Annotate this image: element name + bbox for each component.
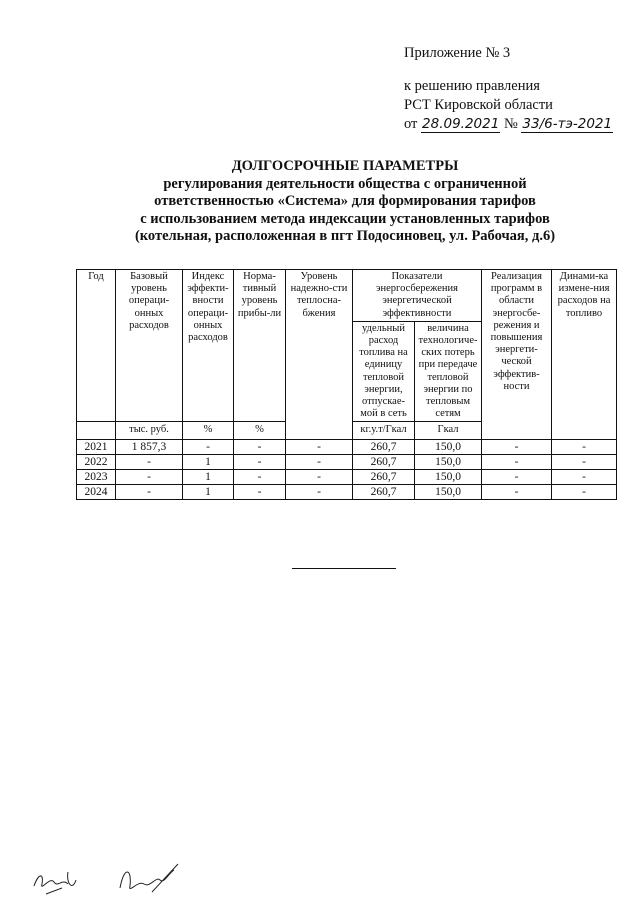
row-reliability: - [286,439,353,454]
appendix-line-1: к решению правления [404,78,540,94]
row-reliability: - [286,469,353,484]
row-programs: - [482,454,552,469]
decision-number: 33/6-тэ-2021 [522,116,613,132]
closing-divider [292,568,396,569]
unit-base: тыс. руб. [116,422,183,439]
row-fuel: 260,7 [353,454,415,469]
header-year: Год [77,270,116,422]
row-year: 2022 [77,454,116,469]
row-profit: - [234,454,286,469]
unit-losses: Гкал [415,422,482,439]
row-base: - [116,454,183,469]
table-row [77,454,617,469]
appendix-number: Приложение № 3 [404,45,511,61]
number-prefix: № [503,116,518,132]
row-programs: - [482,484,552,499]
header-dynamics: Динами-ка измене-ния расходов на топливо [552,270,617,440]
header-fuel: удельный расход топлива на единицу тепловой энергии, отпускае-мой в сеть [353,321,415,422]
row-fuel: 260,7 [353,484,415,499]
decision-date: 28.09.2021 [422,116,500,132]
from-prefix: от [404,116,418,132]
header-index: Индекс эффекти-вности операци-онных расходов [183,270,234,422]
unit-index: % [183,422,234,439]
row-index: 1 [183,484,234,499]
appendix-line-2: РСТ Кировской области [404,97,553,113]
signature-stroke-1 [34,872,76,894]
row-losses: 150,0 [415,469,482,484]
row-profit: - [234,484,286,499]
row-programs: - [482,469,552,484]
row-index: 1 [183,454,234,469]
row-profit: - [234,439,286,454]
header-profit: Норма-тивный уровень прибы-ли [234,270,286,422]
parameters-table [76,269,617,500]
row-dynamics: - [552,469,617,484]
unit-fuel: кг.у.т/Гкал [353,422,415,439]
document-title [60,158,630,246]
row-losses: 150,0 [415,439,482,454]
header-losses: величина технологиче-ских потерь при передаче тепловой энергии по тепловым сетям [415,321,482,422]
row-index: 1 [183,469,234,484]
row-reliability: - [286,484,353,499]
row-profit: - [234,469,286,484]
table-row [77,469,617,484]
row-fuel: 260,7 [353,439,415,454]
header-programs: Реализация программ в области энергосбе-режения и повышения энергети-ческой эффектив-ности [482,270,552,440]
header-row-1 [77,270,617,322]
row-dynamics: - [552,439,617,454]
unit-year [77,422,116,439]
row-reliability: - [286,454,353,469]
title-line-2: регулирования деятельности общества с ограниченной [163,175,527,192]
row-index: - [183,439,234,454]
row-base: 1 857,3 [116,439,183,454]
appendix-block [404,44,613,134]
row-dynamics: - [552,454,617,469]
table-row [77,484,617,499]
unit-profit: % [234,422,286,439]
title-line-1: ДОЛГОСРОЧНЫЕ ПАРАМЕТРЫ [231,158,459,174]
row-losses: 150,0 [415,484,482,499]
title-line-3: ответственностью «Система» для формирования тарифов [154,193,536,209]
header-reliability: Уровень надежно-сти теплосна-бжения [286,270,353,440]
row-fuel: 260,7 [353,469,415,484]
row-year: 2023 [77,469,116,484]
signature-stroke-2 [120,864,178,892]
table-row [77,439,617,454]
row-losses: 150,0 [415,454,482,469]
row-dynamics: - [552,484,617,499]
row-year: 2024 [77,484,116,499]
title-line-4: с использованием метода индексации установленных тарифов [140,210,550,227]
row-base: - [116,469,183,484]
signature-marks [28,858,198,902]
row-year: 2021 [77,439,116,454]
header-energy: Показатели энергосбережения энергетической эффективности [353,270,482,322]
row-programs: - [482,439,552,454]
header-base: Базовый уровень операци-онных расходов [116,270,183,422]
title-line-5: (котельная, расположенная в пгт Подосиновец, ул. Рабочая, д.6) [134,228,556,244]
row-base: - [116,484,183,499]
appendix-date-line [404,115,613,134]
